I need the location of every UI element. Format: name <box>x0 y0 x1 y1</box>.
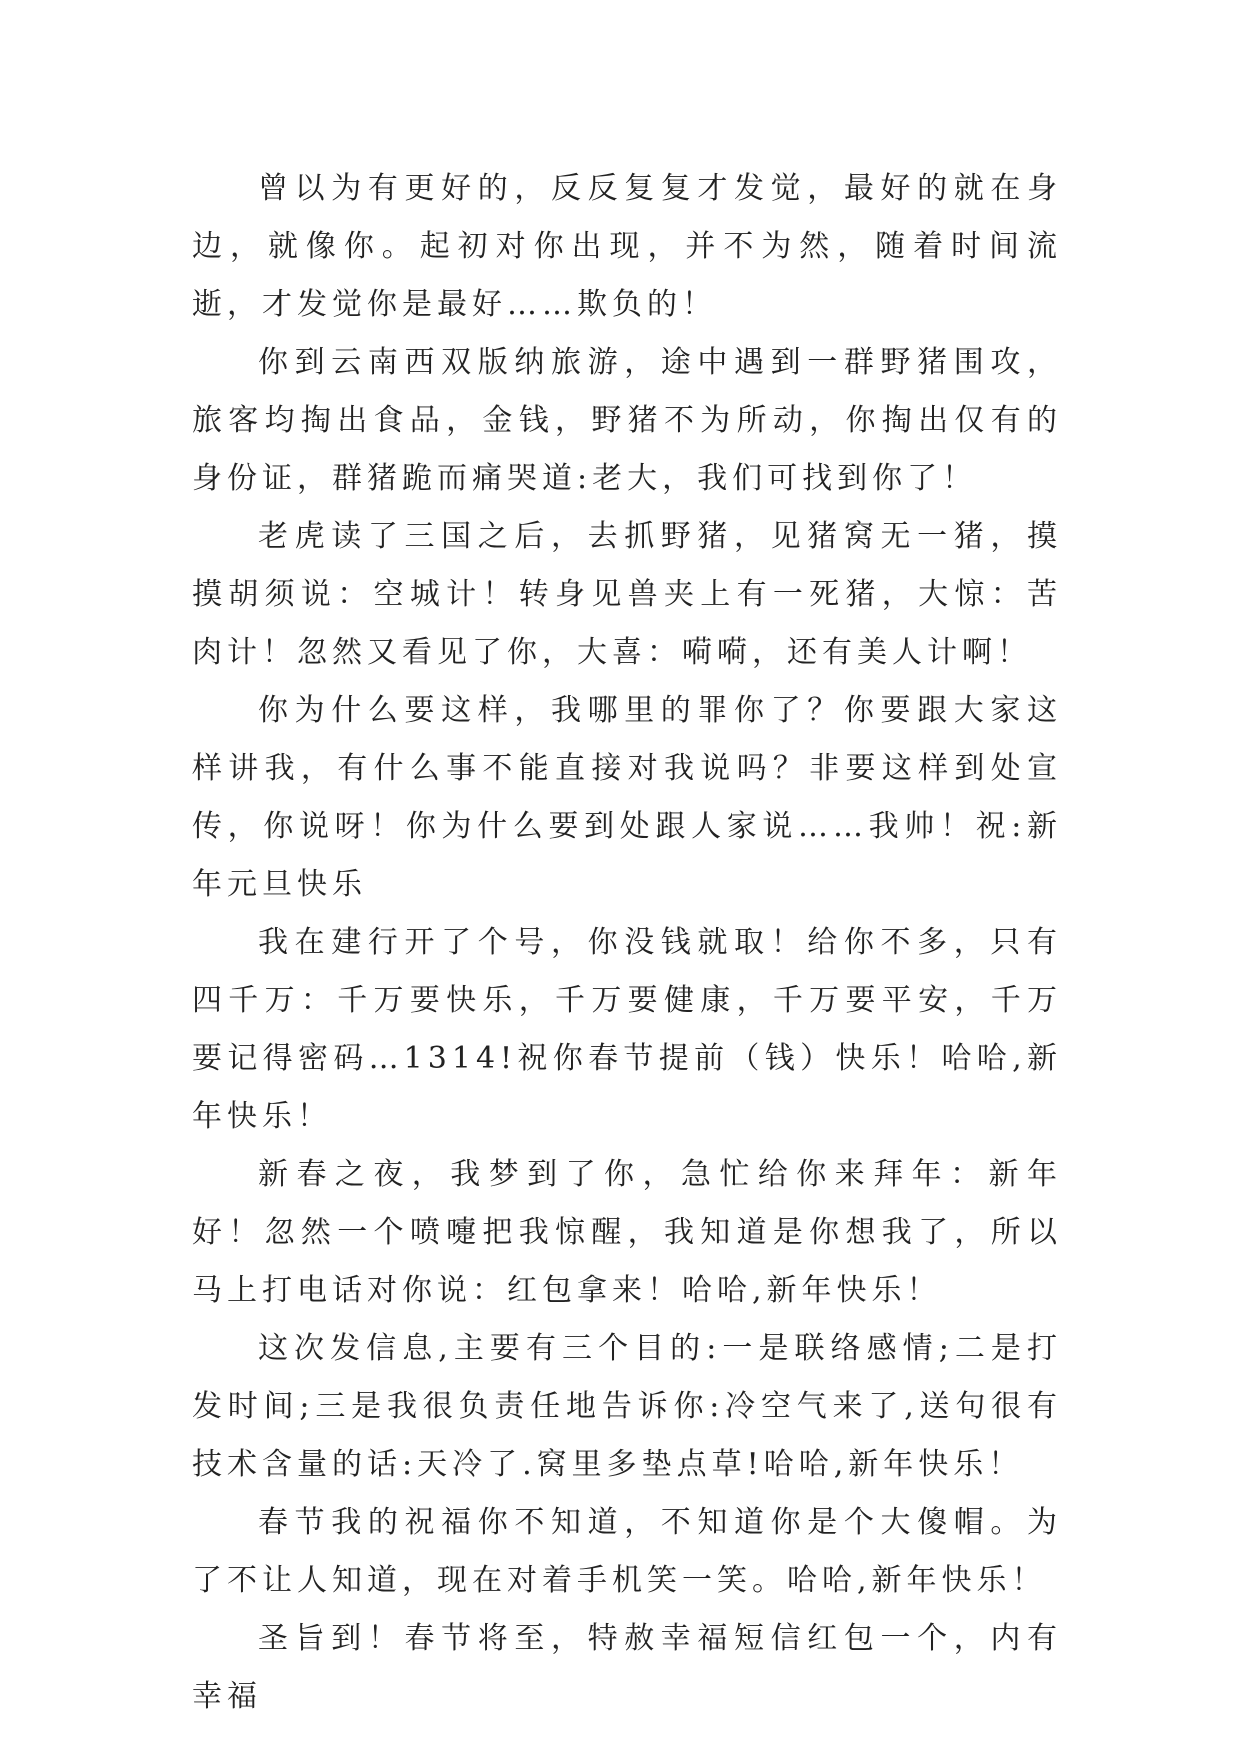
paragraph-2: 你到云南西双版纳旅游，途中遇到一群野猪围攻，旅客均掏出食品，金钱，野猪不为所动，你掏出仅有的身份证，群猪跪而痛哭道:老大，我们可找到你了！ <box>192 345 1062 496</box>
paragraph-3: 老虎读了三国之后，去抓野猪，见猪窝无一猪，摸摸胡须说：空城计！转身见兽夹上有一死猪，大惊：苦肉计！忽然又看见了你，大喜：嗬嗬，还有美人计啊！ <box>192 519 1062 670</box>
paragraph-5: 我在建行开了个号，你没钱就取！给你不多，只有四千万：千万要快乐，千万要健康，千万要平安，千万要记得密码…1314!祝你春节提前（钱）快乐！哈哈,新年快乐！ <box>192 925 1062 1134</box>
paragraph-7: 这次发信息,主要有三个目的:一是联络感情;二是打发时间;三是我很负责任地告诉你:冷空气来了,送句很有技术含量的话:天冷了.窝里多垫点草!哈哈,新年快乐！ <box>192 1331 1062 1482</box>
paragraph-4: 你为什么要这样，我哪里的罪你了？你要跟大家这样讲我，有什么事不能直接对我说吗？非要这样到处宣传，你说呀！你为什么要到处跟人家说……我帅！祝:新年元旦快乐 <box>192 693 1062 902</box>
paragraph-9: 圣旨到！春节将至，特赦幸福短信红包一个，内有幸福 <box>192 1621 1062 1714</box>
paragraph-6: 新春之夜，我梦到了你，急忙给你来拜年：新年好！忽然一个喷嚏把我惊醒，我知道是你想我了，所以马上打电话对你说：红包拿来！哈哈,新年快乐！ <box>192 1157 1062 1308</box>
document-body <box>192 160 1062 1726</box>
paragraph-1: 曾以为有更好的，反反复复才发觉，最好的就在身边，就像你。起初对你出现，并不为然，随着时间流逝，才发觉你是最好……欺负的！ <box>192 171 1062 322</box>
paragraph-8: 春节我的祝福你不知道，不知道你是个大傻帽。为了不让人知道，现在对着手机笑一笑。哈哈,新年快乐！ <box>192 1505 1062 1598</box>
